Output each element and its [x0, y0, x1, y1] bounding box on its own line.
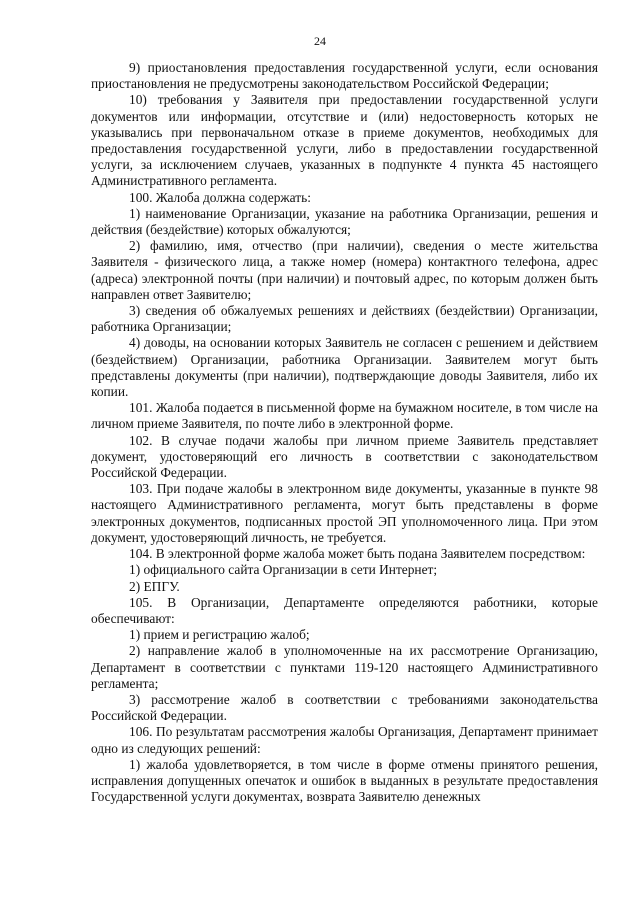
- paragraph-item-10: 10) требования у Заявителя при предоставлении государственной услуги документов или информации, отсутствие и (или) недостоверность которых не указывались при первоначальном отказе в приеме документов, необходимых для предоставления государственной услуги, либо в предоставлении государственной услуги, за исключением случаев, указанных в подпункте 4 пункта 45 настоящего Административного регламента.: [91, 92, 598, 189]
- paragraph-100-item-3: 3) сведения об обжалуемых решениях и действиях (бездействии) Организации, работника Организации;: [91, 303, 598, 335]
- paragraph-104-item-2: 2) ЕПГУ.: [129, 578, 180, 594]
- page-body: [91, 60, 598, 805]
- paragraph-100-item-4: 4) доводы, на основании которых Заявитель не согласен с решением и действием (бездействием) Организации, работника Организации. Заявителем могут быть представлены документы (при наличии), подтверждающие доводы Заявителя, либо их копии.: [91, 335, 598, 400]
- paragraph-item-9: 9) приостановления предоставления государственной услуги, если основания приостановления не предусмотрены законодательством Российской Федерации;: [91, 60, 598, 92]
- paragraph-101: 101. Жалоба подается в письменной форме на бумажном носителе, в том числе на личном приеме Заявителя, по почте либо в электронной форме.: [91, 400, 598, 432]
- paragraph-105-item-3: 3) рассмотрение жалоб в соответствии с требованиями законодательства Российской Федерации.: [91, 691, 598, 724]
- paragraph-104-item-1: 1) официального сайта Организации в сети Интернет;: [129, 562, 438, 578]
- paragraph-103: 103. При подаче жалобы в электронном виде документы, указанные в пункте 98 настоящего Административного регламента, могут быть представлены в форме электронных документов, подписанных простой ЭП уполномоченного лица. При этом документ, удостоверяющий личность, не требуется.: [91, 481, 598, 545]
- paragraph-102: 102. В случае подачи жалобы при личном приеме Заявитель представляет документ, удостоверяющий его личность в соответствии с законодательством Российской Федерации.: [91, 432, 598, 481]
- page-number: 24: [314, 34, 326, 48]
- paragraph-106: 106. По результатам рассмотрения жалобы Организация, Департамент принимает одно из следующих решений:: [91, 724, 598, 756]
- paragraph-100: 100. Жалоба должна содержать:: [129, 189, 311, 205]
- paragraph-106-item-1: 1) жалоба удовлетворяется, в том числе в форме отмены принятого решения, исправления допущенных опечаток и ошибок в выданных в результате предоставления Государственной услуги документах, возврата Заявителю денежных: [91, 756, 598, 805]
- paragraph-105: 105. В Организации, Департаменте определяются работники, которые обеспечивают:: [91, 594, 598, 626]
- paragraph-100-item-2: 2) фамилию, имя, отчество (при наличии), сведения о месте жительства Заявителя - физического лица, а также номер (номера) контактного телефона, адрес (адреса) электронной почты (при наличии) и почтовый адрес, по которым должен быть направлен ответ Заявителю;: [91, 238, 598, 302]
- paragraph-105-item-2: 2) направление жалоб в уполномоченные на их рассмотрение Организацию, Департамент в соответствии с пунктами 119-120 настоящего Административного регламента;: [91, 643, 598, 691]
- paragraph-104: 104. В электронной форме жалоба может быть подана Заявителем посредством:: [129, 546, 586, 562]
- paragraph-100-item-1: 1) наименование Организации, указание на работника Организации, решения и действия (бездействие) которых обжалуются;: [91, 205, 598, 238]
- paragraph-105-item-1: 1) прием и регистрацию жалоб;: [129, 627, 310, 643]
